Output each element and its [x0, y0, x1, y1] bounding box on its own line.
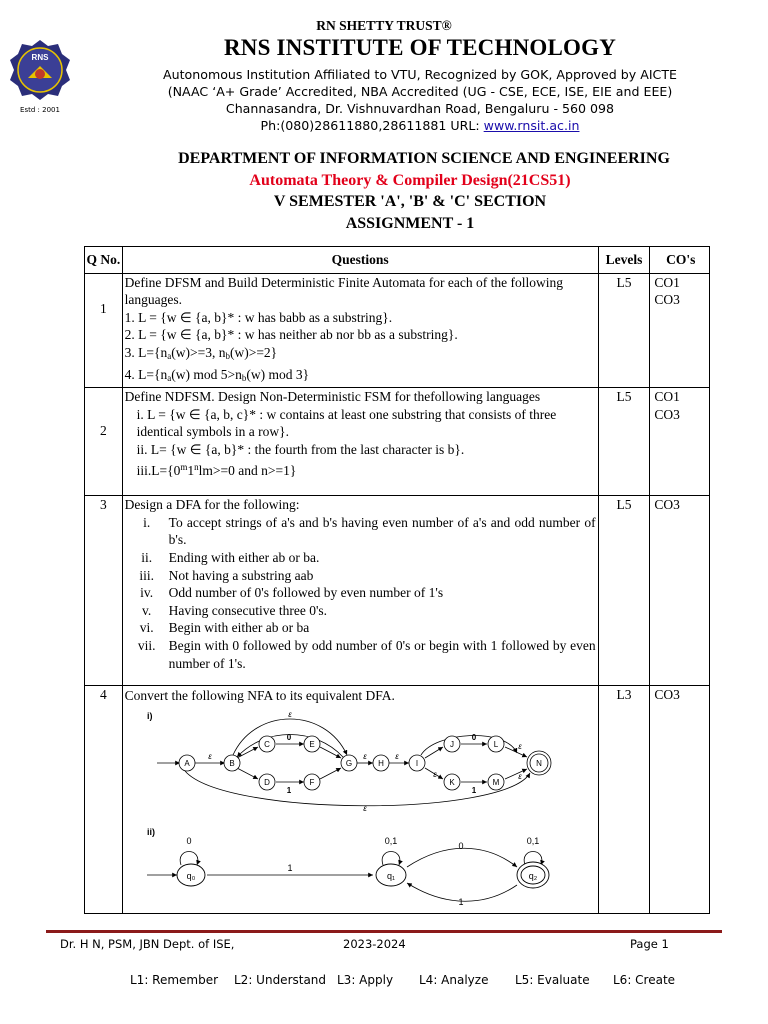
question-subitem: [125, 584, 596, 602]
question-subitem: [125, 602, 596, 620]
question-number: 1: [85, 273, 123, 388]
legend-l4: L4: Analyze: [419, 973, 489, 987]
subitem-text: Ending with either ab or ba.: [168, 549, 320, 565]
legend-l1: L1: Remember: [130, 973, 219, 987]
svg-text:H: H: [377, 758, 384, 768]
question-intro: Design a DFA for the following:: [124, 497, 300, 513]
question-text: [122, 388, 598, 496]
question-level: L3: [598, 686, 650, 914]
question-item: 3. $L=\{n_a(w)>=3$, $n_b(w)>=2$}: [124, 344, 278, 361]
svg-text:1: 1: [458, 896, 464, 907]
svg-text:ε: ε: [517, 741, 522, 751]
svg-text:ε: ε: [394, 751, 399, 761]
question-text: [122, 496, 598, 686]
svg-text:G: G: [345, 758, 352, 768]
subitem-numeral: ii.: [141, 549, 153, 565]
header-questions: Questions: [122, 247, 598, 274]
svg-text:ε: ε: [362, 803, 367, 813]
footer-year: 2023-2024: [343, 937, 406, 951]
questions-table: [84, 246, 710, 914]
svg-text:B: B: [228, 758, 235, 768]
question-intro: Define NDFSM. Design Non-Deterministic FSM for thefollowing languages: [124, 389, 541, 405]
svg-text:F: F: [309, 777, 315, 787]
question-subitem: [125, 567, 596, 585]
svg-text:q₁: q₁: [386, 870, 395, 881]
subitem-text: Odd number of 0's followed by even number of 1's: [168, 585, 444, 601]
subitem-text: Not having a substring aab: [168, 567, 314, 583]
subitem-numeral: i.: [143, 514, 151, 530]
header-cos: CO's: [650, 247, 710, 274]
nfa-diagrams: [125, 707, 595, 907]
svg-text:M: M: [492, 777, 499, 787]
question-item: 2. L = {w ∈ {a, b}* : w has neither ab nor bb as a substring}.: [124, 327, 458, 343]
question-item: $iii.L=\{0^m1^nlm>=0$ and n>=1}: [136, 461, 297, 478]
question-subitem: [125, 549, 596, 567]
svg-text:C: C: [263, 739, 270, 749]
svg-text:J: J: [449, 739, 454, 749]
svg-text:ε: ε: [432, 769, 437, 779]
question-intro: Define DFSM and Build Deterministic Finite Automata for each of the following languages.: [124, 274, 563, 308]
footer-page: Page 1: [630, 937, 669, 951]
question-cos: CO3: [650, 496, 710, 686]
svg-text:A: A: [183, 758, 190, 768]
svg-text:ε: ε: [287, 709, 292, 719]
table-row: [85, 686, 710, 914]
semester-title: V SEMESTER 'A', 'B' & 'C' SECTION: [273, 193, 547, 210]
svg-text:0: 0: [471, 732, 476, 742]
table-row: [85, 273, 710, 388]
address-line-1: Autonomous Institution Affiliated to VTU, Recognized by GOK, Approved by AICTE: [163, 67, 677, 82]
svg-text:1: 1: [286, 785, 291, 795]
contact-text: Ph:(080)28611880,28611881 URL:: [260, 118, 484, 133]
assignment-title: ASSIGNMENT - 1: [345, 215, 475, 232]
svg-text:1: 1: [287, 862, 293, 873]
question-item: ii. L= {w ∈ {a, b}* : the fourth from the last character is b}.: [136, 441, 465, 457]
svg-text:q₂: q₂: [528, 870, 537, 881]
subitem-numeral: v.: [142, 602, 152, 618]
subitem-text: Having consecutive three 0's.: [168, 602, 328, 618]
diagram-2-label: ii): [146, 826, 155, 837]
svg-text:ε: ε: [207, 751, 212, 761]
question-level: L5: [598, 273, 650, 388]
legend-l2: L2: Understand: [234, 973, 327, 987]
contact-line: [80, 117, 760, 135]
subitem-numeral: vi.: [139, 620, 154, 636]
question-text: [122, 273, 598, 388]
svg-text:0: 0: [458, 840, 464, 851]
svg-text:1: 1: [471, 785, 476, 795]
footer-rule: [46, 930, 722, 933]
logo-estd: Estd : 2001: [20, 106, 60, 114]
question-item: i. L = {w ∈ {a, b, c}* : w contains at least one substring that consists of three identical symbols in a row}.: [136, 406, 557, 440]
question-cos: CO1 CO3: [650, 273, 710, 388]
subitem-numeral: vii.: [137, 637, 156, 653]
legend-l6: L6: Create: [613, 973, 676, 987]
question-cos: CO1 CO3: [650, 388, 710, 496]
question-level: L5: [598, 496, 650, 686]
svg-text:D: D: [263, 777, 270, 787]
subitem-numeral: iv.: [140, 585, 154, 601]
svg-text:0: 0: [286, 732, 291, 742]
subitem-text: Begin with either ab or ba: [168, 620, 310, 636]
question-level: L5: [598, 388, 650, 496]
logo-emblem: [10, 40, 70, 100]
logo-text: RNS: [31, 53, 49, 62]
diagram-2-labels: [186, 836, 539, 907]
institute-name: RNS INSTITUTE OF TECHNOLOGY: [223, 35, 617, 60]
website-link[interactable]: www.rnsit.ac.in: [483, 118, 580, 133]
question-intro: Convert the following NFA to its equivalent DFA.: [124, 688, 395, 704]
institute-logo: [8, 38, 72, 116]
svg-text:0: 0: [186, 835, 192, 846]
question-number: 4: [85, 686, 123, 914]
question-text: [122, 686, 598, 914]
question-subitem: [125, 619, 596, 637]
question-number: 2: [85, 388, 123, 496]
svg-text:ε: ε: [362, 751, 367, 761]
svg-text:E: E: [308, 739, 315, 749]
legend-l5: L5: Evaluate: [515, 973, 590, 987]
question-subitem: [125, 514, 596, 549]
svg-text:q₀: q₀: [186, 870, 196, 881]
svg-text:N: N: [535, 758, 542, 768]
footer-authors: Dr. H N, PSM, JBN Dept. of ISE,: [60, 937, 235, 951]
question-cos: CO3: [650, 686, 710, 914]
svg-text:0,1: 0,1: [384, 835, 397, 846]
subitem-numeral: iii.: [139, 567, 154, 583]
header-levels: Levels: [598, 247, 650, 274]
question-item: 4. $L=\{n_a(w)$ mod $5>n_b(w)$ mod 3}: [124, 366, 310, 383]
table-row: [85, 496, 710, 686]
table-row: [85, 388, 710, 496]
address-line-2: (NAAC ‘A+ Grade’ Accredited, NBA Accredited (UG - CSE, ECE, ISE, EIE and EEE): [167, 84, 673, 99]
subitem-text: To accept strings of a's and b's having even number of a's and odd number of b's.: [168, 514, 596, 548]
svg-text:0,1: 0,1: [526, 835, 539, 846]
department-title: DEPARTMENT OF INFORMATION SCIENCE AND ENGINEERING: [178, 150, 670, 167]
question-number: 3: [85, 496, 123, 686]
table-header-row: [85, 247, 710, 274]
svg-text:L: L: [493, 739, 498, 749]
question-item: 1. L = {w ∈ {a, b}* : w has babb as a substring}.: [124, 309, 393, 325]
course-title: Automata Theory & Compiler Design(21CS51): [249, 172, 571, 189]
diagram-1-label: i): [146, 710, 153, 721]
question-subitems: [125, 514, 596, 672]
subitem-text: Begin with 0 followed by odd number of 0's or begin with 1 followed by even number of 1's.: [168, 637, 596, 671]
svg-text:I: I: [415, 758, 418, 768]
trust-name: RN SHETTY TRUST®: [316, 18, 452, 33]
header-qno: Q No.: [85, 247, 123, 274]
legend-l3: L3: Apply: [337, 973, 394, 987]
svg-text:ε: ε: [517, 771, 522, 781]
svg-text:K: K: [448, 777, 455, 787]
address-line-3: Channasandra, Dr. Vishnuvardhan Road, Bengaluru - 560 098: [225, 101, 615, 116]
question-subitem: [125, 637, 596, 672]
